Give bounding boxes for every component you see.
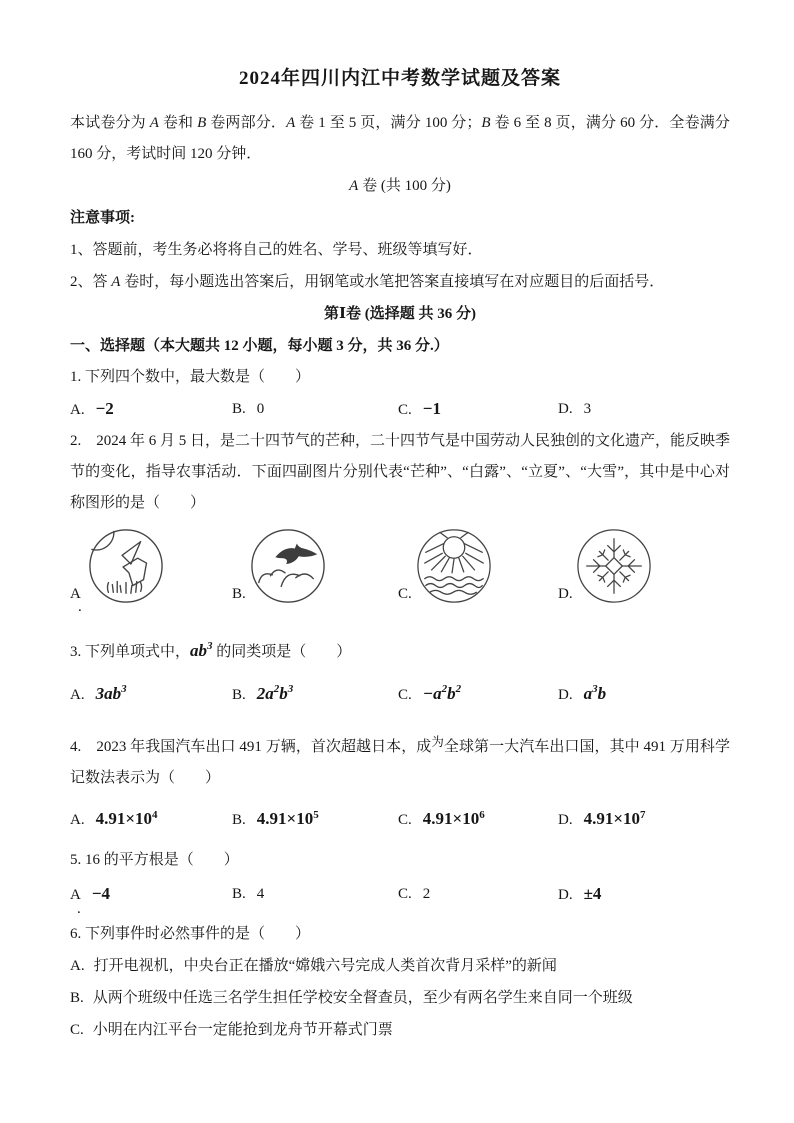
q6-option-c-text: 小明在内江平台一定能抢到龙舟节开幕式门票	[92, 1022, 393, 1038]
notice-heading: 注意事项:	[70, 210, 135, 226]
q6-option-c-label: C.	[70, 1022, 84, 1038]
q2-figure-c-label: C.	[398, 586, 412, 602]
q2-figure-b	[232, 521, 398, 605]
q6-option-a-label: A.	[70, 958, 85, 974]
q3-option-a-value: $3ab^3$	[95, 683, 127, 703]
q5-option-b-value: 4	[256, 886, 265, 902]
q2-figure-d	[558, 521, 730, 605]
q1-option-b-label: B.	[232, 401, 246, 417]
q4-option-b	[232, 798, 398, 837]
snowflake-icon	[575, 527, 653, 605]
q3-option-b-label: B.	[232, 687, 246, 703]
section-one-heading: 一、选择题（本大题共 12 小题，每小题 3 分，共 36 分.）	[70, 338, 449, 354]
intro-paragraph: 本试卷分为 A 卷和 B 卷两部分．A 卷 1 至 5 页，满分 100 分；B 卷 6 至 8 页，满分 60 分．全卷满分 160 分，考试时间 120 分钟．	[70, 115, 730, 162]
question-4-stem: 4. 2023 年我国汽车出口 491 万辆，首次超越日本，成$^为$全球第一大汽车出口国，其中 491 万用科学记数法表示为（ ）	[70, 735, 730, 786]
q3-option-a	[70, 671, 232, 713]
paper-title: 2024年四川内江中考数学试题及答案	[238, 68, 561, 89]
mangzhong-origami-icon	[87, 527, 165, 605]
q5-option-a	[70, 876, 232, 917]
q1-option-a	[70, 393, 232, 426]
q3-option-b-value: $2a^2b^3$	[256, 683, 294, 703]
q5-option-d	[558, 876, 730, 913]
q5-option-c-label: C.	[398, 886, 412, 902]
q6-option-b-label: B.	[70, 990, 84, 1006]
q5-option-a-label-period: .	[77, 901, 81, 917]
question-1-stem: 1. 下列四个数中，最大数是（ ）	[70, 369, 311, 385]
q4-option-d-label: D.	[558, 812, 573, 828]
q6-option-b	[70, 982, 730, 1014]
q2-figure-a-label: A	[70, 586, 81, 602]
q1-option-c-value: −1	[422, 399, 441, 418]
sun-over-waves-icon	[415, 527, 493, 605]
q4-option-c	[398, 798, 558, 837]
question-6-stem: 6. 下列事件时必然事件的是（ ）	[70, 926, 311, 942]
q4-option-c-label: C.	[398, 812, 412, 828]
q1-option-b	[232, 393, 398, 426]
q5-option-b-label: B.	[232, 886, 246, 902]
q4-option-b-value: $4.91\times 10^5$	[256, 809, 319, 828]
q5-option-c-value: 2	[422, 886, 431, 902]
q3-option-d	[558, 671, 730, 713]
question-1-options	[70, 393, 730, 426]
q5-option-a-value: −4	[91, 884, 111, 903]
question-5-stem: 5. 16 的平方根是（ ）	[70, 852, 239, 868]
q5-option-d-label: D.	[558, 887, 573, 903]
q3-option-c-value: $-a^2b^2$	[422, 683, 462, 703]
q3-option-d-label: D.	[558, 687, 573, 703]
q2-figure-b-label: B.	[232, 586, 246, 602]
q6-option-b-text: 从两个班级中任选三名学生担任学校安全督查员，至少有两名学生来自同一个班级	[92, 990, 633, 1006]
q4-option-a-label: A.	[70, 812, 85, 828]
q2-figure-d-label: D.	[558, 586, 573, 602]
q3-option-b	[232, 671, 398, 713]
notice-item-2: 2、答 A 卷时，每小题选出答案后，用钢笔或水笔把答案直接填写在对应题目的后面括号．	[70, 274, 665, 290]
q4-option-b-label: B.	[232, 812, 246, 828]
q5-option-d-value: ±4	[583, 884, 602, 903]
part-one-heading: 第Ⅰ卷 (选择题 共 36 分)	[323, 306, 476, 322]
q1-option-a-label: A.	[70, 402, 85, 418]
q1-option-a-value: −2	[95, 399, 114, 418]
q3-option-c	[398, 671, 558, 713]
q3-option-a-label: A.	[70, 687, 85, 703]
q4-option-d	[558, 798, 730, 837]
question-2-stem: 2. 2024 年 6 月 5 日，是二十四节气的芒种，二十四节气是中国劳动人民独创的文化遗产，能反映季节的变化，指导农事活动．下面四副图片分别代表“芒种”、“白露”、“立夏”、“大雪”，其中是中心对称图形的是（ ）	[70, 433, 731, 511]
q1-option-b-value: 0	[256, 401, 265, 417]
q1-option-d-label: D.	[558, 401, 573, 417]
question-5-options	[70, 876, 730, 917]
notice-item-1: 1、答题前，考生务必将将自己的姓名、学号、班级等填写好．	[70, 242, 483, 258]
q2-figure-a	[70, 521, 232, 615]
q1-option-c-label: C.	[398, 402, 412, 418]
q6-option-c	[70, 1014, 730, 1046]
q5-option-b	[232, 876, 398, 913]
q3-option-d-value: $a^3b$	[583, 683, 607, 703]
q3-option-c-label: C.	[398, 687, 412, 703]
question-3-stem: 3. 下列单项式中，$ab^3$ 的同类项是（ ）	[70, 640, 352, 660]
wild-goose-clouds-icon	[249, 527, 327, 605]
q5-option-c	[398, 876, 558, 913]
q4-option-a-value: $4.91\times 10^4$	[95, 809, 158, 828]
q6-option-a	[70, 950, 730, 982]
question-4-options	[70, 798, 730, 837]
question-2-figures	[70, 521, 730, 615]
q4-option-a	[70, 798, 232, 837]
q1-option-d	[558, 393, 730, 426]
q2-figure-c	[398, 521, 558, 605]
q1-option-c	[398, 393, 558, 426]
q4-option-d-value: $4.91\times 10^7$	[583, 809, 646, 828]
volume-a-heading: A 卷 (共 100 分)	[349, 178, 451, 194]
q5-option-a-label: A	[70, 887, 81, 903]
q2-figure-a-label-period: .	[78, 599, 82, 615]
q1-option-d-value: 3	[583, 401, 592, 417]
q6-option-a-text: 打开电视机，中央台正在播放“嫦娥六号完成人类首次背月采样”的新闻	[93, 958, 557, 974]
question-3-options	[70, 671, 730, 713]
q4-option-c-value: $4.91\times 10^6$	[422, 809, 485, 828]
